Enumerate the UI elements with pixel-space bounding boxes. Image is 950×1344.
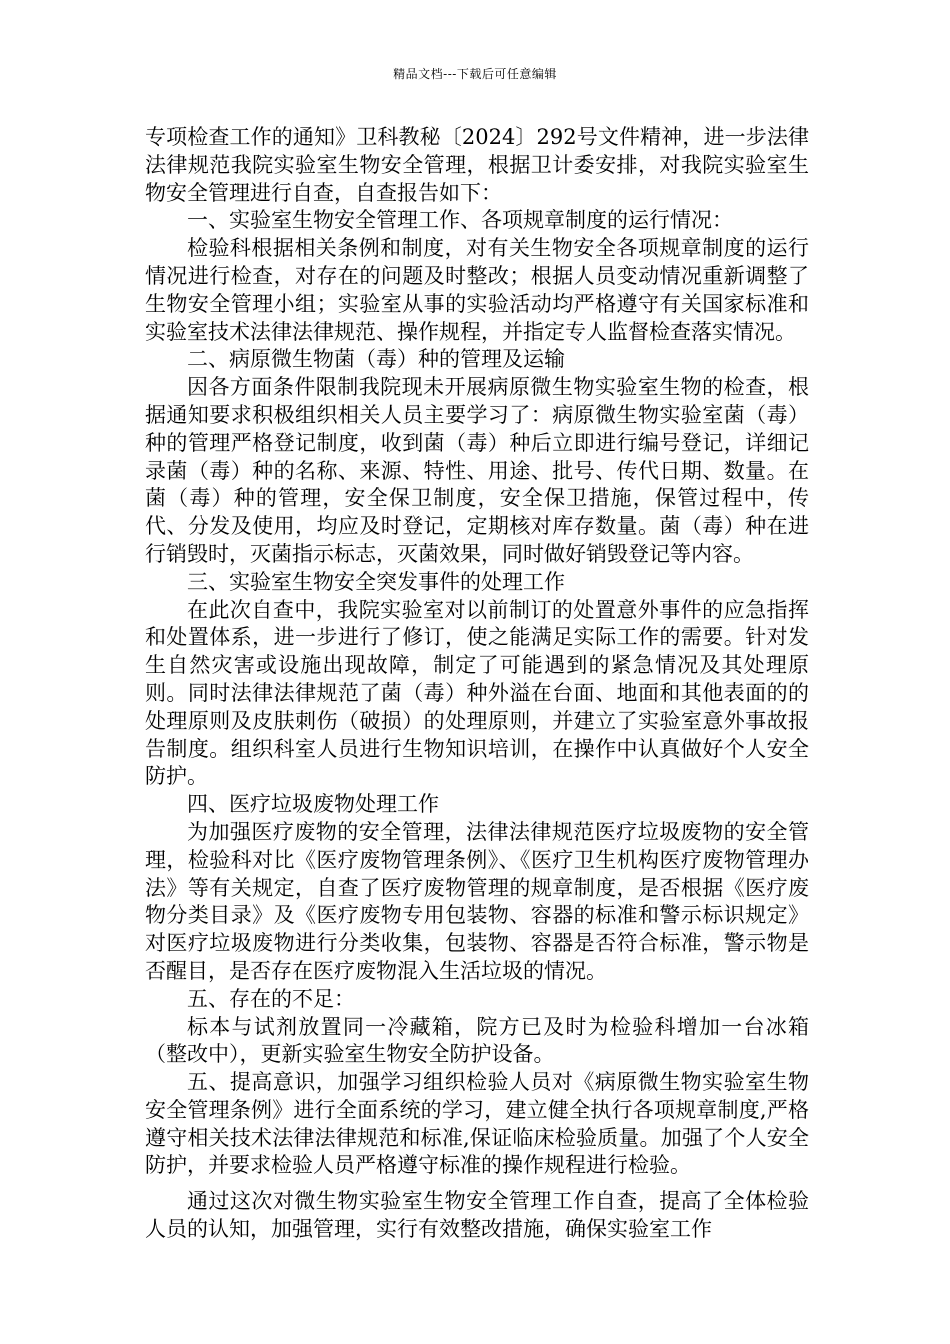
section-heading-1: 一、实验室生物安全管理工作、各项规章制度的运行情况： [187,208,733,233]
paragraph-section-5: 标本与试剂放置同一冷藏箱，院方已及时为检验科增加一台冰箱（整改中），更新实验室生物安全防护设备。 [145,1014,809,1067]
section-heading-2: 二、病原微生物菌（毒）种的管理及运输 [187,347,565,372]
paragraph-section-3: 在此次自查中，我院实验室对以前制订的处置意外事件的应急指挥和处置体系，进一步进行了修订，使之能满足实际工作的需要。针对发生自然灾害或设施出现故障，制定了可能遇到的紧急情况及其处理原则。同时法律法律规范了菌（毒）种外溢在台面、地面和其他表面的的处理原则及皮肤刺伤（破损）的处理原则，并建立了实验室意外事故报告制度。组织科室人员进行生物知识培训，在操作中认真做好个人安全防护。 [145,597,809,789]
page-header: 精品文档---下载后可任意编辑 [393,67,557,81]
paragraph-section-4: 为加强医疗废物的安全管理，法律法律规范医疗垃圾废物的安全管理，检验科对比《医疗废物管理条例》、《医疗卫生机构医疗废物管理办法》等有关规定，自查了医疗废物管理的规章制度，是否根据《医疗废物分类目录》及《医疗废物专用包装物、容器的标准和警示标识规定》对医疗垃圾废物进行分类收集，包装物、容器是否符合标准，警示物是否醒目，是否存在医疗废物混入生活垃圾的情况。 [145,819,809,983]
section-heading-4: 四、医疗垃圾废物处理工作 [187,792,439,817]
paragraph-section-1: 检验科根据相关条例和制度，对有关生物安全各项规章制度的运行情况进行检查，对存在的问题及时整改；根据人员变动情况重新调整了生物安全管理小组；实验室从事的实验活动均严格遵守有关国家标准和实验室技术法律法律规范、操作规程，并指定专人监督检查落实情况。 [145,236,809,344]
paragraph-section-5b: 五、提高意识，加强学习组织检验人员对《病原微生物实验室生物安全管理条例》进行全面系统的学习，建立健全执行各项规章制度,严格遵守相关技术法律法律规范和标准,保证临床检验质量。加强了个人安全防护，并要求检验人员严格遵守标准的操作规程进行检验。 [145,1070,809,1178]
paragraph-conclusion: 通过这次对微生物实验室生物安全管理工作自查，提高了全体检验人员的认知，加强管理，实行有效整改措施，确保实验室工作 [145,1189,809,1242]
document-body [145,124,809,1244]
section-heading-3: 三、实验室生物安全突发事件的处理工作 [187,569,565,594]
section-heading-5: 五、存在的不足： [187,986,355,1011]
paragraph-intro: 专项检查工作的通知》卫科教秘〔2024〕292号文件精神，进一步法律法律规范我院实验室生物安全管理，根据卫计委安排，对我院实验室生物安全管理进行自查，自查报告如下： [145,125,809,205]
paragraph-section-2: 因各方面条件限制我院现未开展病原微生物实验室生物的检查，根据通知要求积极组织相关人员主要学习了：病原微生物实验室菌（毒）种的管理严格登记制度，收到菌（毒）种后立即进行编号登记，详细记录菌（毒）种的名称、来源、特性、用途、批号、传代日期、数量。在菌（毒）种的管理，安全保卫制度，安全保卫措施，保管过程中，传代、分发及使用，均应及时登记，定期核对库存数量。菌（毒）种在进行销毁时，灭菌指示标志，灭菌效果，同时做好销毁登记等内容。 [145,375,809,566]
